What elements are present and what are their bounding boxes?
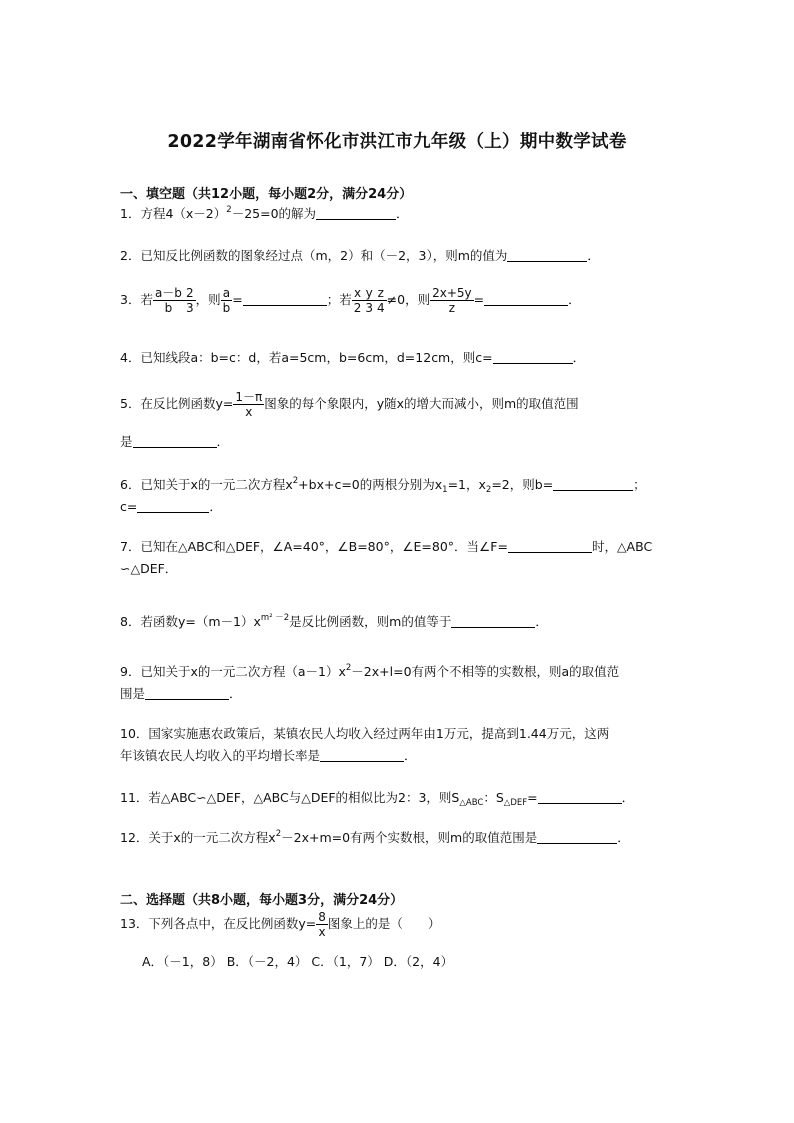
q8-sup: m² －2 — [260, 613, 290, 623]
q6-text-g: ． — [209, 499, 222, 514]
choice-b[interactable]: B．（－2，4） — [226, 954, 308, 969]
q10-text-a: 10．国家实施惠农政策后，某镇农民人均收入经过两年由1万元，提高到1.44万元，这两 — [120, 726, 610, 741]
section-heading-fill-in: 一、填空题（共12小题，每小题2分，满分24分） — [120, 187, 413, 202]
q9-sup: 2 — [345, 663, 352, 673]
answer-blank[interactable] — [484, 293, 568, 306]
answer-blank[interactable] — [133, 435, 217, 448]
answer-blank[interactable] — [508, 540, 592, 553]
section-heading-multiple-choice: 二、选择题（共8小题，每小题3分，满分24分） — [120, 893, 404, 908]
q1-text-c: ． — [396, 206, 409, 221]
q12-text-c: ． — [617, 830, 630, 845]
question-2 — [120, 246, 600, 264]
q11-text-a: 11．若△ABC∽△DEF，△ABC与△DEF的相似比为2：3，则S — [120, 790, 460, 805]
q9-text-a: 9．已知关于x的一元二次方程（a－1）x — [120, 664, 346, 679]
q10-text-c: ． — [404, 748, 417, 763]
q5-text-c: 是 — [120, 434, 133, 449]
fraction: $\frac{8}{x}$ — [318, 910, 326, 939]
question-10 — [120, 724, 609, 742]
answer-blank[interactable] — [553, 478, 633, 491]
q10-text-b: 年该镇农民人均收入的平均增长率是 — [120, 748, 321, 763]
question-12 — [120, 828, 630, 846]
q11-text-d: ． — [621, 790, 635, 805]
q4-text-b: ． — [572, 350, 586, 365]
q3-text-c: = — [232, 292, 243, 307]
answer-blank[interactable] — [320, 749, 404, 762]
choice-c[interactable]: C．（1，7） — [311, 954, 380, 969]
q6-text-a: 6．已知关于x的一元二次方程x — [120, 477, 293, 492]
q1-text-b: －25=0的解为 — [231, 206, 317, 221]
choice-a[interactable]: A．（－1，8） — [142, 954, 223, 969]
question-3 — [120, 286, 581, 315]
q9-text-c: 围是 — [120, 686, 146, 701]
answer-blank[interactable] — [243, 293, 327, 306]
q6-sub1: 1 — [442, 485, 448, 495]
q3-text-f: = — [473, 292, 485, 307]
answer-blank[interactable] — [493, 351, 573, 364]
q1-sup: 2 — [226, 205, 232, 215]
question-6 — [120, 475, 646, 495]
q12-sup: 2 — [275, 829, 282, 839]
fraction: $\frac{y}{3}$ — [365, 286, 373, 315]
q11-sub1: △ABC — [459, 798, 484, 808]
q5-text-a: 5．在反比例函数y= — [120, 396, 234, 411]
q3-text-g: ． — [568, 292, 581, 307]
q13-text-b: 图象上的是（ ） — [327, 916, 441, 931]
question-9 — [120, 662, 619, 680]
q3-text-a: 3．若 — [120, 292, 153, 307]
q12-text-b: －2x+m=0有两个实数根，则m的取值范围是 — [281, 830, 538, 845]
fraction: $\frac{a}{b}$ — [222, 286, 231, 315]
question-11 — [120, 788, 634, 808]
q12-text-a: 12．关于x的一元二次方程x — [120, 830, 276, 845]
fraction: $\frac{2}{3}$ — [185, 286, 194, 315]
q4-text-a: 4．已知线段a：b=c：d，若a=5cm，b=6cm，d=12cm，则c= — [120, 350, 493, 365]
question-9-cont — [120, 684, 242, 702]
question-4 — [120, 348, 585, 366]
q11-text-c: = — [527, 790, 538, 805]
fraction: $\frac{1-\pi}{x}$ — [235, 390, 263, 419]
q5-text-b: 图象的每个象限内，y随x的增大而减小，则m的取值范围 — [264, 396, 579, 411]
fraction: $\frac{2x+5y}{z}$ — [432, 286, 472, 315]
question-7 — [120, 537, 652, 555]
q3-text-e: ≠0，则 — [386, 292, 431, 307]
q8-text-b: 是反比例函数，则m的值等于 — [289, 614, 452, 629]
q8-text-a: 8．若函数y=（m－1）x — [120, 614, 261, 629]
q6-text-c: =1，x — [447, 477, 486, 492]
q6-text-e: ； — [633, 477, 646, 492]
q7-text-b: 时，△ABC — [591, 539, 653, 554]
answer-blank[interactable] — [145, 687, 229, 700]
q6-text-f: c= — [120, 499, 138, 514]
question-5 — [120, 390, 579, 419]
q3-text-b: ，则 — [195, 292, 221, 307]
answer-blank[interactable] — [137, 500, 209, 513]
q8-text-c: ． — [535, 614, 548, 629]
q5-text-d: ． — [216, 434, 230, 449]
question-10-cont — [120, 746, 417, 764]
answer-blank[interactable] — [451, 615, 535, 628]
fraction: $\frac{x}{2}$ — [353, 286, 362, 315]
page-title: 2022学年湖南省怀化市洪江市九年级（上）期中数学试卷 — [167, 132, 627, 152]
choice-d[interactable]: D．（2，4） — [383, 954, 454, 969]
q9-text-b: －2x+l=0有两个不相等的实数根，则a的取值范 — [351, 664, 620, 679]
q7-text-c: ∽△DEF． — [120, 561, 178, 576]
q6-sup: 2 — [292, 476, 299, 486]
answer-blank[interactable] — [507, 249, 587, 262]
q6-sub2: 2 — [485, 485, 492, 495]
q1-text-a: 1．方程4（x－2） — [120, 206, 227, 221]
fraction: $\frac{z}{4}$ — [377, 286, 385, 315]
q13-choices — [142, 952, 453, 970]
q6-text-b: +bx+c=0的两根分别为x — [298, 477, 443, 492]
q7-text-a: 7．已知在△ABC和△DEF，∠A=40°，∠B=80°，∠E=80°．当∠F= — [120, 539, 508, 554]
fraction: $\frac{a-b}{b}$ — [154, 286, 182, 315]
q11-sub2: △DEF — [503, 798, 528, 808]
question-6-cont — [120, 497, 222, 515]
answer-blank[interactable] — [316, 207, 396, 220]
q3-text-d: ；若 — [326, 292, 352, 307]
question-5-cont — [120, 432, 229, 450]
q11-text-b: ：S — [483, 790, 504, 805]
question-1 — [120, 204, 409, 222]
q6-text-d: =2，则b= — [491, 477, 554, 492]
q2-text-b: ． — [587, 248, 600, 263]
question-8 — [120, 611, 548, 630]
question-13 — [120, 910, 440, 939]
question-7-cont — [120, 559, 177, 577]
q13-text-a: 13．下列各点中，在反比例函数y= — [120, 916, 317, 931]
answer-blank[interactable] — [537, 831, 617, 844]
q2-text-a: 2．已知反比例函数的图象经过点（m，2）和（－2，3），则m的值为 — [120, 248, 508, 263]
q9-text-d: ． — [229, 686, 242, 701]
answer-blank[interactable] — [538, 791, 622, 804]
